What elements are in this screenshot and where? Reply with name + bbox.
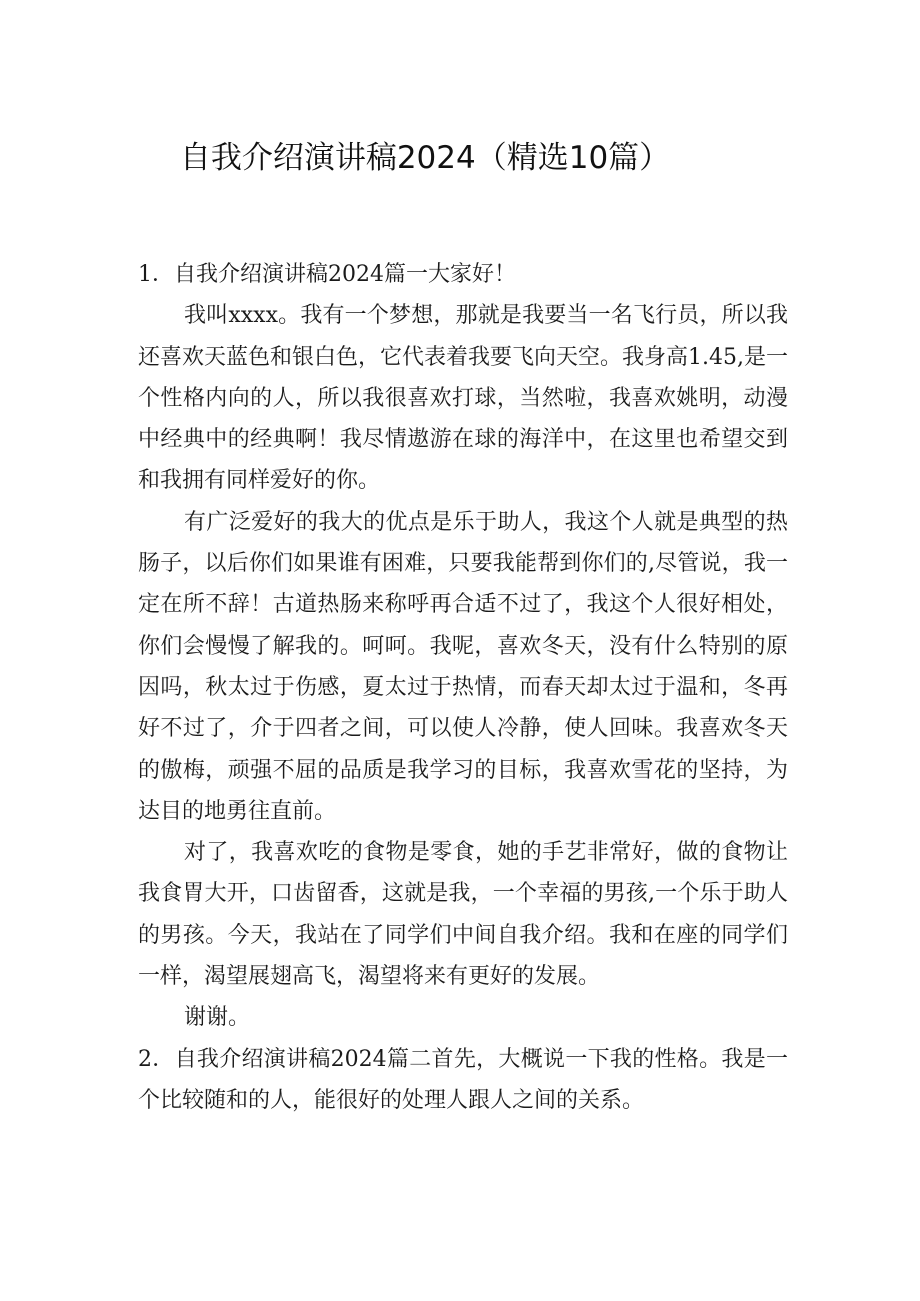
paragraph: 我叫xxxx。我有一个梦想，那就是我要当一名飞行员，所以我还喜欢天蓝色和银白色，它代表着我要飞向天空。我身高1.45,是一个性格内向的人，所以我很喜欢打球，当然啦，我喜欢姚明，动漫中经典中的经典啊！我尽情遨游在球的海洋中，在这里也希望交到和我拥有同样爱好的你。	[138, 303, 788, 494]
document-body	[138, 254, 788, 1121]
paragraph: 有广泛爱好的我大的优点是乐于助人，我这个人就是典型的热肠子，以后你们如果谁有困难，只要我能帮到你们的,尽管说，我一定在所不辞！古道热肠来称呼再合适不过了，我这个人很好相处，你们会慢慢了解我的。呵呵。我呢，喜欢冬天，没有什么特别的原因吗，秋太过于伤感，夏太过于热情，而春天却太过于温和，冬再好不过了，介于四者之间，可以使人冷静，使人回味。我喜欢冬天的傲梅，顽强不屈的品质是我学习的目标，我喜欢雪花的坚持，为达目的地勇往直前。	[138, 509, 788, 824]
paragraph: 对了，我喜欢吃的食物是零食，她的手艺非常好，做的食物让我食胃大开，口齿留香，这就是我，一个幸福的男孩,一个乐于助人的男孩。今天，我站在了同学们中间自我介绍。我和在座的同学们一样，渴望展翅高飞，渴望将来有更好的发展。	[138, 840, 788, 990]
section-heading-1: 1．自我介绍演讲稿2024篇一大家好！	[138, 262, 516, 287]
closing-text: 谢谢。	[184, 1005, 251, 1031]
section-heading-2: 2．自我介绍演讲稿2024篇二首先，大概说一下我的性格。我是一个比较随和的人，能很好的处理人跟人之间的关系。	[138, 1046, 788, 1113]
document-title: 自我介绍演讲稿2024（精选10篇）	[179, 139, 671, 176]
